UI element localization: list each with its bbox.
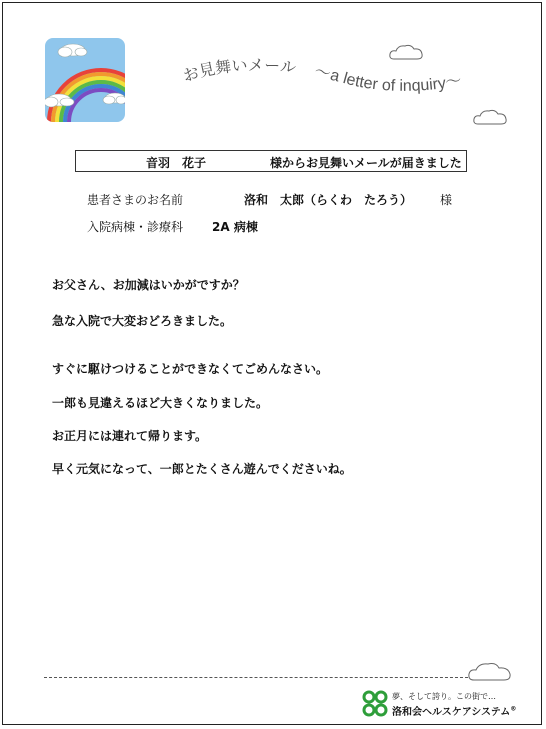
company-logo bbox=[362, 690, 538, 722]
recipient-banner bbox=[75, 150, 467, 172]
rainbow-illustration bbox=[45, 38, 125, 122]
message-line: お父さん、お加減はいかがですか？ bbox=[52, 278, 245, 292]
footer-divider bbox=[44, 677, 468, 678]
title-english: ～a letter of inquiry～ bbox=[312, 63, 463, 95]
patient-name-value: 洛和 太郎（らくわ たろう） bbox=[244, 193, 413, 207]
message-line: 早く元気になって、一郎とたくさん遊んでくださいね。 bbox=[52, 462, 352, 476]
page-title bbox=[180, 52, 510, 132]
patient-honorific: 様 bbox=[440, 193, 453, 207]
title-japanese: お見舞いメール bbox=[181, 57, 297, 86]
message-line: お正月には連れて帰ります。 bbox=[52, 429, 208, 443]
sender-name: 音羽 花子 bbox=[146, 156, 207, 170]
company-slogan: 夢、そして誇り。この街で… bbox=[392, 692, 496, 701]
patient-name-label: 患者さまのお名前 bbox=[87, 193, 184, 207]
cloud-icon bbox=[466, 660, 514, 688]
sender-notice: 様からお見舞いメールが届きました bbox=[270, 156, 462, 170]
company-name-text: 洛和会ヘルスケアシステム bbox=[392, 707, 511, 718]
ward-label: 入院病棟・診療科 bbox=[87, 220, 184, 234]
cloud-icon bbox=[472, 108, 508, 132]
cloud-icon bbox=[388, 43, 424, 67]
registered-mark: ® bbox=[510, 705, 517, 713]
ward-value: 2A 病棟 bbox=[212, 220, 258, 234]
message-line: 急な入院で大変おどろきました。 bbox=[52, 314, 233, 328]
message-line: すぐに駆けつけることができなくてごめんなさい。 bbox=[52, 362, 329, 376]
message-line: 一郎も見違えるほど大きくなりました。 bbox=[52, 396, 269, 410]
logo-mark-icon bbox=[362, 690, 388, 718]
company-name bbox=[392, 703, 516, 718]
